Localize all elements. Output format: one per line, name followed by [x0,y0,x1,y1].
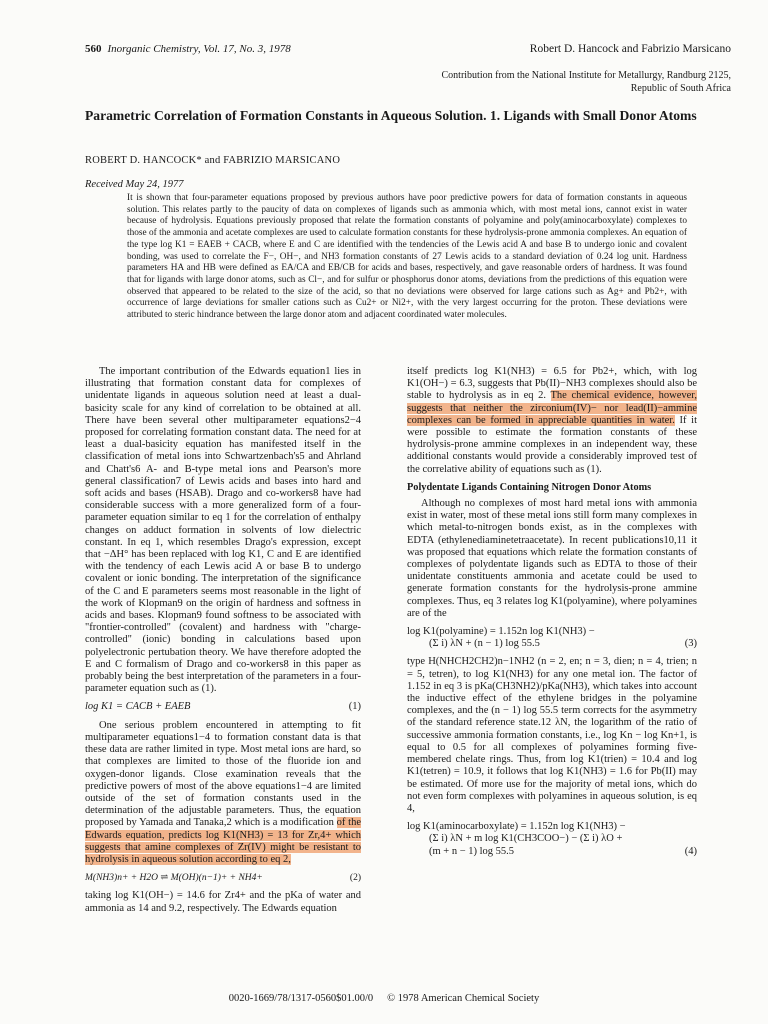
equation-4 [407,821,697,858]
equation-2-expression: M(NH3)n+ + H2O ⇌ M(OH)(n−1)+ + NH4+ [85,873,263,884]
polydentate-paragraph: Although no complexes of most hard metal ions with ammonia exist in water, most of these metal ions still form many complexes in which metal-to-nitrogen bonds exist, as in the complexes with EDTA (ethylenediaminetetraacetate). In recent publications10,11 it was proposed that equations which relate the formation constants of complexes of polydentate ligands such as EDTA to those of their unidentate constituents ammonia and acetate could be used to generate formation constants for the hydrolysis-prone ammine complexes. Thus, eq 3 relates log K1(polyamine), where polyamines are of the [407,498,697,619]
equation-4-line-2: (Σ i) λN + m log K1(CH3COO−) − (Σ i) λO + [429,833,623,845]
equation-1 [85,701,361,713]
footer-copyright: © 1978 American Chemical Society [387,993,540,1004]
intro-paragraph: The important contribution of the Edwards equation1 lies in illustrating that formation constant data for complexes of unidentate ligands in aqueous solution need at least a dual-basicity scale for any kind of correlation to be obtained at all. There have been several other multiparameter equations2−4 proposed for correlating formation constant data. The need for at least a dual-basicity equation has manifested itself in the classification of metal ions into Schwartzenbach's5 and Ahrland and Chatt's6 A- and B-type metal ions and Pearson's more general classification7 of Lewis acids and bases into hard and soft acids and bases (HSAB). Drago and co-workers8 have had considerable success with a more generalized form of a four-parameter equation similar to eq 1 for the correlation of enthalpy changes on adduct formation in solvents of low dielectric constant. In eq 1, which resembles Drago's expression, except that −ΔH° has been replaced with log K1, C and E are identified with the tendency of each Lewis acid A or base B to undergo covalent or ionic bonding. The interpretation of the significance of the C and E parameters seems most reasonable in the light of the work of Klopman9 on the origin of hardness and softness in acids and bases. Klopman9 found softness to be associated with "frontier-controlled" (covalent) and hardness with "charge-controlled" (ionic) bonding in calculations based upon polyelectronic pertubation theory. We have therefore adopted the E and C formalism of Drago and co-workers8 in this paper as probably being the best interpretation of the parameters in a four-parameter equation such as (1). [85,366,361,695]
journal-citation: Inorganic Chemistry, Vol. 17, No. 3, 1978 [107,43,291,55]
lead-text: itself predicts log K1(NH3) = 6.5 for Pb2+, which, with log K1(OH−) = 6.3, suggests that Pb(II)−NH3 complexes should also be stable to hydrolysis as in eq 2. [407,366,697,402]
lead-text-end: If it were possible to estimate the formation constants of these hydrolysis-prone ammine complexes in an independent way, these additional constants would provide a considerably improved test of the correlative ability of equations such as (1). [407,414,697,475]
running-header-authors: Robert D. Hancock and Fabrizio Marsicano [529,43,731,55]
highlighted-text-chemical-evidence[interactable]: The chemical evidence, however, suggests that neither the zirconium(IV)− nor lead(II)−ammine complexes can be formed in appreciable quantities in water. [407,390,697,426]
polyamine-paragraph: type H(NHCH2CH2)n−1NH2 (n = 2, en; n = 3, dien; n = 4, trien; n = 5, tetren), to log K1(NH3) for any one metal ion. The factor of 1.152 in eq 3 is pKa(CH3NH2)/pKa(NH3), which takes into account the inductive effect of the ethylene bridges in the polyamine complexes, and the (n − 1) log 55.5 term corrects for the asymmetry of the standard reference state.12 λN, the logarithm of the ratio of successive ammonia formation constants, i.e., log Kn − log Kn+1, is equal to 0.5 for all complexes of polyamines forming five-membered chelate rings. Thus, from log K1(trien) = 10.4 and log K1(tetren) = 10.9, it follows that log K1(NH3) = 1.6 for Pb(II) may be estimated. Of more use for the majority of metal ions, which do not even form complexes with polyamines in aqueous solution, is eq 4, [407,656,697,814]
running-header-left [85,43,291,55]
contribution-affiliation: Contribution from the National Institute for Metallurgy, Randburg 2125, Republic of South Africa [441,70,731,94]
equation-3-number: (3) [684,638,697,650]
paper-title: Parametric Correlation of Formation Constants in Aqueous Solution. 1. Ligands with Small Donor Atoms [85,108,697,123]
equation-4-number: (4) [684,845,697,857]
equation-4-line-1: log K1(aminocarboxylate) = 1.152n log K1(NH3) − [407,821,626,833]
equation-3-line-1: log K1(polyamine) = 1.152n log K1(NH3) − [407,626,595,638]
problem-text: One serious problem encountered in attempting to fit multiparameter equations1−4 to formation constant data is that these data are rather limited in type. Most metal ions are hard, so that complexes are limited to those of the fluoride ion and oxygen-donor ligands. Close examination reveals that the predictive powers of most of the above equations1−4 are limited outside of the set of formation constants used in the determination of the adjustable parameters. Thus, the equation proposed by Yamada and Tanaka,2 which is a modification [85,719,361,829]
problem-paragraph [85,720,361,866]
equation-2-number: (2) [349,873,361,884]
page-number: 560 [85,43,102,55]
lead-paragraph [407,366,697,476]
body-column-left [85,366,361,915]
highlighted-text-zirconium[interactable]: of the Edwards equation, predicts log K1(NH3) = 13 for Zr,4+ which suggests that amine complexes of Zr(IV) might be resistant to hydrolysis in aqueous solution according to eq 2, [85,817,361,865]
section-heading: Polydentate Ligands Containing Nitrogen Donor Atoms [407,481,652,493]
abstract: It is shown that four-parameter equations proposed by previous authors have poor predictive powers for data of formation constants in aqueous solution. This relates partly to the paucity of data on complexes of ligands such as ammonia which, with most metal ions, cannot exist in water because of hydrolysis. Equations previously proposed that relate the formation constants of polyamine and poly(aminocarboxylate) complexes to those of the ammonia and acetate complexes are used to calculate formation constants for these hydrolysis-prone ammonia complexes. An equation of the type log K1 = EAEB + CACB, where E and C are identified with the tendencies of the Lewis acid A and base B to undergo ionic and covalent bonding, was used to correlate the F−, OH−, and NH3 formation constants of 27 Lewis acids to a standard deviation of 0.24 log unit. Hardness parameters HA and HB were defined as EA/CA and EB/CB for acids and bases, respectively, and gave reasonable orders of hardness. It was found that for ligands with large donor atoms, such as Cl−, and for sulfur or phosphorus donor atoms, deviations from the predictions of this equation were observed that appeared to be related to the size of the acid, so that no deviations were observed for large cations such as Ag+ and Pb2+, with occurrence of large deviations for smaller cations such as Cu2+ or Ni2+, with the very largest occurring for the proton. These deviations were attributed to steric hindrance between the large donor atom and adjacent coordinated water molecules. [127,193,687,321]
equation-3-line-2: (Σ i) λN + (n − 1) log 55.5 [429,638,540,650]
page-footer [0,993,768,1004]
equation-3 [407,626,697,650]
equation-4-line-3: (m + n − 1) log 55.5 [429,845,515,857]
equation-1-number: (1) [348,701,361,713]
continuation-paragraph: taking log K1(OH−) = 14.6 for Zr4+ and the pKa of water and ammonia as 14 and 9.2, respectively. The Edwards equation [85,890,361,914]
received-date: Received May 24, 1977 [85,179,184,190]
author-list: ROBERT D. HANCOCK* and FABRIZIO MARSICANO [85,155,341,166]
footer-code: 0020-1669/78/1317-0560$01.00/0 [228,993,374,1004]
equation-1-expression: log K1 = CACB + EAEB [85,701,191,713]
equation-2 [85,872,361,884]
body-column-right [407,366,697,864]
